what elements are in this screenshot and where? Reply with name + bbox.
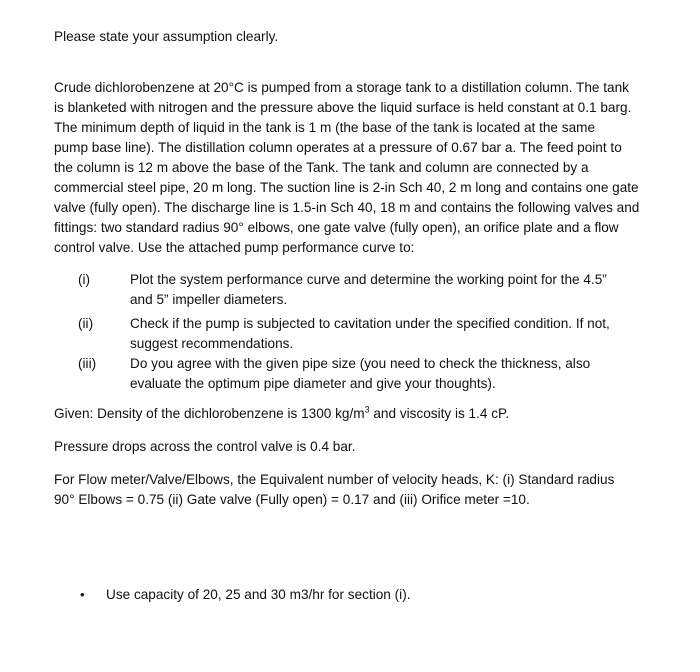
intro-text: Please state your assumption clearly. [54, 29, 279, 44]
given-density: Given: Density of the dichlorobenzene is 1300 $kg/m^3$ and viscosity is 1.4 cP. [54, 404, 510, 421]
problem-line: fittings: two standard radius 90° elbows, one gate valve (fully open), an orifice plate and a flow [54, 220, 619, 235]
task-text: Plot the system performance curve and determine the working point for the 4.5” and 5” impeller diameters. [130, 272, 607, 307]
problem-line: The minimum depth of liquid in the tank is 1 m (the base of the tank is located at the same [54, 120, 596, 135]
problem-line: is blanketed with nitrogen and the pressure above the liquid surface is held constant at 0.1 barg. [54, 100, 632, 115]
bullet-text: Use capacity of 20, 25 and 30 m3/hr for section (i). [106, 587, 411, 602]
problem-line: pump base line). The distillation column operates at a pressure of 0.67 bar a. The feed point to [54, 140, 622, 155]
task-number: (ii) [78, 316, 94, 331]
pressure-drop-text: Pressure drops across the control valve is 0.4 bar. [54, 439, 356, 454]
problem-line: Crude dichlorobenzene at 20°C is pumped from a storage tank to a distillation column. The tank [54, 80, 629, 95]
task-number: (iii) [78, 356, 97, 371]
problem-line: valve (fully open). The discharge line is 1.5-in Sch 40, 18 m and contains the following valves and [54, 200, 640, 215]
problem-line: control valve. Use the attached pump performance curve to: [54, 240, 415, 255]
problem-line: commercial steel pipe, 20 m long. The suction line is 2-in Sch 40, 2 m long and contains one gate [54, 180, 639, 195]
task-text: Do you agree with the given pipe size (you need to check the thickness, also evaluate the optimum pipe diameter and give your thoughts). [130, 356, 591, 391]
problem-line: the column is 12 m above the base of the Tank. The tank and column are connected by a [54, 160, 589, 175]
problem-statement [54, 78, 674, 258]
task-number: (i) [78, 272, 91, 287]
k-values-text: For Flow meter/Valve/Elbows, the Equivalent number of velocity heads, K: (i) Standard radius 90° Elbows = 0.75 (ii) Gate valve (Fully open) = 0.17 and (iii) Orifice meter =10. [54, 472, 615, 507]
bullet-icon: • [80, 587, 85, 602]
task-text: Check if the pump is subjected to cavitation under the specified condition. If not, suggest recommendations. [130, 316, 610, 351]
